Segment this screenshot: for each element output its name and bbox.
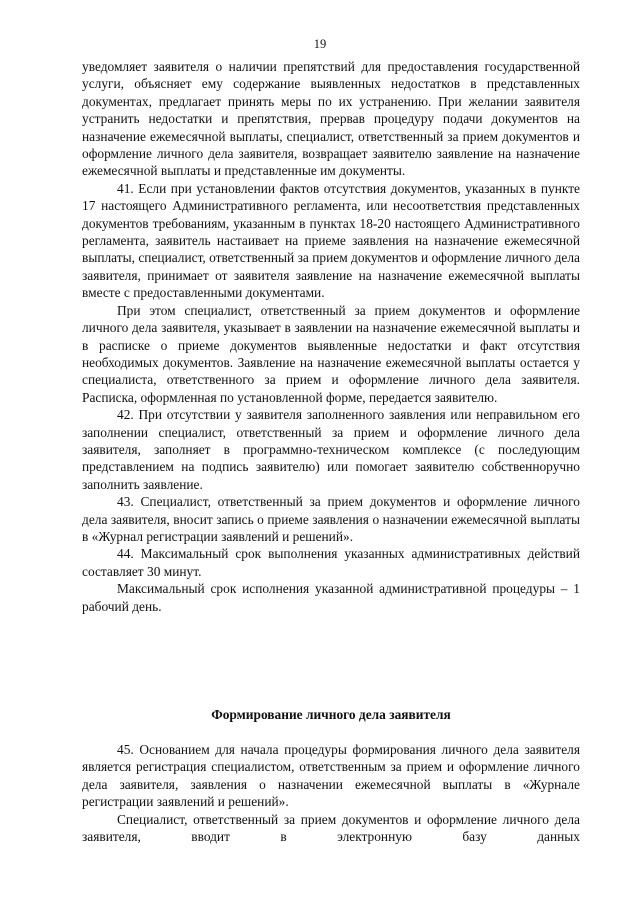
page-number: 19 — [313, 37, 327, 51]
paragraph-44: 44. Максимальный срок выполнения указанных административных действий составляет 30 минут. — [82, 546, 580, 579]
paragraph-45-continued: Специалист, ответственный за прием документов и оформление личного дела заявителя, вводит в электронную базу данных — [82, 811, 580, 845]
paragraph-42: 42. При отсутствии у заявителя заполненного заявления или неправильном его заполнении специалист, ответственный за прием и оформление личного дела заявителя, заполняет в программно-техническом комплексе (с последующим представлением на подпись заявителю) или помогает заявителю собственноручно заполнить заявление. — [82, 407, 580, 492]
paragraph-45: 45. Основанием для начала процедуры формирования личного дела заявителя является регистрация специалистом, ответственным за прием и оформление личного дела заявителя, заявления о назначении ежемесячной выплаты в «Журнале регистрации заявлений и решений». — [82, 742, 580, 810]
section-heading: Формирование личного дела заявителя — [211, 707, 451, 722]
paragraph-41: 41. Если при установлении фактов отсутствия документов, указанных в пункте 17 настоящего Административного регламента, или несоответствия представленных документов требованиям, указанным в пунктах 18-20 настоящего Административного регламента, заявитель настаивает на приеме заявления на назначение ежемесячной выплаты, специалист, ответственный за прием документов и оформление личного дела заявителя, принимает от заявителя заявление на назначение ежемесячной выплаты вместе с предоставленными документами. — [82, 180, 580, 301]
body-text-top — [82, 58, 580, 615]
paragraph-43: 43. Специалист, ответственный за прием документов и оформление личного дела заявителя, вносит запись о приеме заявления о назначении ежемесячной выплаты в «Журнал регистрации заявлений и решений». — [82, 494, 580, 544]
body-text-bottom — [82, 741, 580, 845]
paragraph-41-note: При этом специалист, ответственный за прием документов и оформление личного дела заявителя, указывает в заявлении на назначение ежемесячной выплаты и в расписке о приеме документов выявленные недостатки и факт отсутствия необходимых документов. Заявление на назначение ежемесячной выплаты остается у специалиста, ответственного за прием и оформление личного дела заявителя. Расписка, оформленная по установленной форме, передается заявителю. — [82, 302, 580, 405]
paragraph-44-term: Максимальный срок исполнения указанной административной процедуры – 1 рабочий день. — [82, 581, 580, 614]
paragraph-continuation: уведомляет заявителя о наличии препятствий для предоставления государственной услуги, объясняет ему содержание выявленных недостатков в представленных документах, предлагает принять меры по их устранению. При желании заявителя устранить недостатки и препятствия, прервав процедуру подачи документов на назначение ежемесячной выплаты, специалист, ответственный за прием документов и оформление личного дела заявителя, возвращает заявителю заявление на назначение ежемесячной выплаты и представленные им документы. — [82, 59, 580, 179]
